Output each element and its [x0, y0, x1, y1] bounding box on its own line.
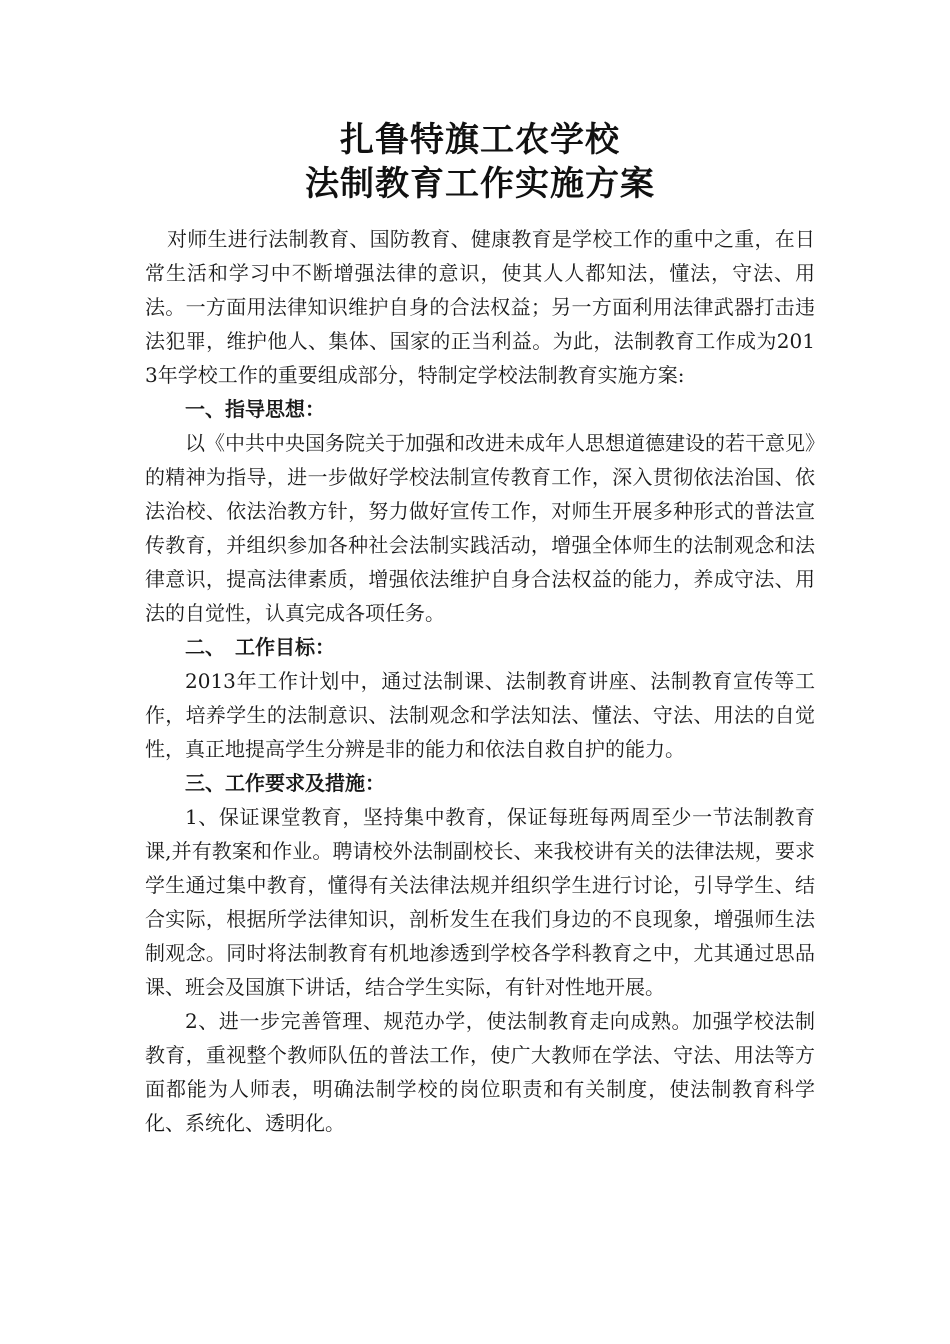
requirement-item-2: 2、进一步完善管理、规范办学，使法制教育走向成熟。加强学校法制教育，重视整个教师队伍的普法工作，使广大教师在学法、守法、用法等方面都能为人师表，明确法制学校的岗位职责和有关制度，使法制教育科学化、系统化、透明化。 [145, 1009, 815, 1135]
document-page [145, 118, 815, 1140]
document-title-plan: 法制教育工作实施方案 [305, 164, 655, 204]
document-title-school: 扎鲁特旗工农学校 [340, 120, 620, 160]
requirement-item-1: 1、保证课堂教育，坚持集中教育，保证每班每两周至少一节法制教育课,并有教案和作业。聘请校外法制副校长、来我校讲有关的法律法规，要求学生通过集中教育，懂得有关法律法规并组织学生进行讨论，引导学生、结合实际，根据所学法律知识，剖析发生在我们身边的不良现象，增强师生法制观念。同时将法制教育有机地渗透到学校各学科教育之中，尤其通过思品课、班会及国旗下讲话，结合学生实际，有针对性地开展。 [145, 805, 815, 999]
intro-paragraph: 对师生进行法制教育、国防教育、健康教育是学校工作的重中之重，在日常生活和学习中不断增强法律的意识，使其人人都知法，懂法，守法、用法。一方面用法律知识维护自身的合法权益；另一方面利用法律武器打击违法犯罪，维护他人、集体、国家的正当利益。为此，法制教育工作成为2013年学校工作的重要组成部分，特制定学校法制教育实施方案: [145, 227, 815, 387]
section-heading-requirements: 三、工作要求及措施： [185, 771, 385, 795]
title-block [145, 118, 815, 206]
section-body-work-goals: 2013年工作计划中，通过法制课、法制教育讲座、法制教育宣传等工作，培养学生的法制意识、法制观念和学法知法、懂法、守法、用法的自觉性，真正地提高学生分辨是非的能力和依法自救自护的能力。 [145, 669, 815, 761]
section-body-guiding-ideology: 以《中共中央国务院关于加强和改进未成年人思想道德建设的若干意见》的精神为指导，进一步做好学校法制宣传教育工作，深入贯彻依法治国、依法治校、依法治教方针，努力做好宣传工作，对师生开展多种形式的普法宣传教育，并组织参加各种社会法制实践活动，增强全体师生的法制观念和法律意识，提高法律素质，增强依法维护自身合法权益的能力，养成守法、用法的自觉性，认真完成各项任务。 [145, 431, 815, 625]
section-heading-work-goals: 二、 工作目标： [185, 635, 335, 659]
section-heading-guiding-ideology: 一、指导思想： [185, 397, 325, 421]
